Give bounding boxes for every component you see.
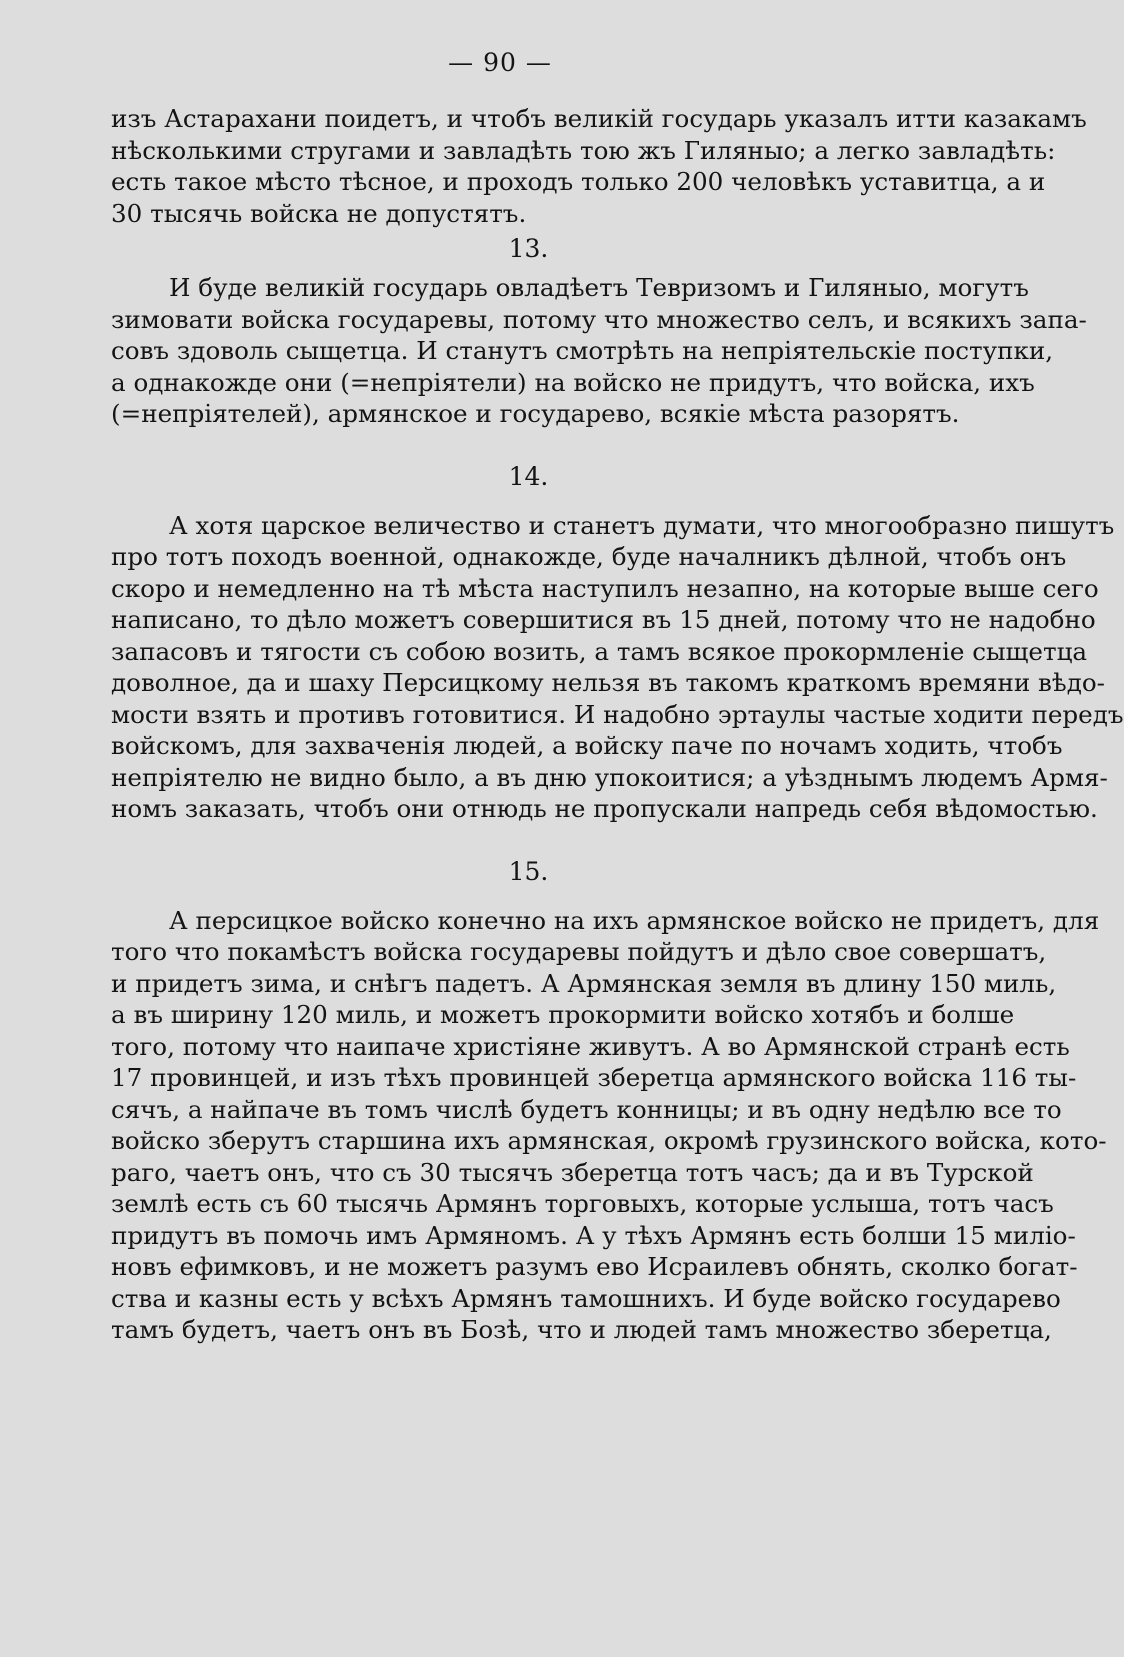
text-line: про тотъ походъ военной, однакожде, буде началникъ дѣлной, чтобъ онъ xyxy=(111,542,1067,571)
paragraph xyxy=(111,905,1107,1346)
text-line: землѣ есть съ 60 тысячь Армянъ торговыхъ, которые услыша, тотъ часъ xyxy=(111,1189,1054,1218)
text-line: войско зберутъ старшина ихъ армянская, окромѣ грузинского войска, кото- xyxy=(111,1126,1107,1155)
page-number: — 90 — xyxy=(448,48,552,77)
text-line: скоро и немедленно на тѣ мѣста наступилъ незапно, на которые выше сего xyxy=(111,573,1099,603)
text-line: тамъ будетъ, чаетъ онъ въ Бозѣ, что и людей тамъ множество зберетца, xyxy=(111,1315,1052,1344)
text-line: войскомъ, для захваченія людей, а войску паче по ночамъ ходить, чтобъ xyxy=(111,731,1063,760)
text-line: ства и казны есть у всѣхъ Армянъ тамошнихъ. И буде войско государево xyxy=(111,1283,1061,1313)
text-line: нѣсколькими стругами и завладѣть тою жъ Гиляныо; а легко завладѣть: xyxy=(111,135,1056,165)
paragraph xyxy=(111,103,1087,229)
text-line: запасовъ и тягости съ собою возить, а тамъ всякое прокормленіе сыщетца xyxy=(111,636,1088,666)
text-line: раго, чаетъ онъ, что съ 30 тысячъ зберетца тотъ часъ; да и въ Турской xyxy=(111,1157,1034,1187)
text-line: непріятелю не видно было, а въ дню упокоитися; а уѣзднымъ людемъ Армя- xyxy=(111,762,1108,792)
section-heading: 15. xyxy=(508,856,549,886)
text-line: сячъ, а найпаче въ томъ числѣ будетъ конницы; и въ одну недѣлю все то xyxy=(111,1094,1062,1124)
text-line: А хотя царское величество и станетъ думати, что многообразно пишутъ xyxy=(169,510,1115,540)
paragraph xyxy=(111,272,1087,430)
text-line: новъ ефимковъ, и не можетъ разумъ ево Исраилевъ обнять, сколко богат- xyxy=(111,1252,1078,1281)
text-line: 30 тысячь войска не допустятъ. xyxy=(111,198,527,228)
text-line: совъ здоволь сыщетца. И станутъ смотрѣть на непріятельскіе поступки, xyxy=(111,336,1054,365)
text-line: придутъ въ помочь имъ Армяномъ. А у тѣхъ Армянъ есть болши 15 миліо- xyxy=(111,1220,1076,1250)
section-heading: 14. xyxy=(508,461,549,491)
text-line: того что покамѣстъ войска государевы пойдутъ и дѣло свое совершатъ, xyxy=(111,937,1047,966)
paragraph xyxy=(111,510,1124,825)
text-line: доволное, да и шаху Персицкому нельзя въ такомъ краткомъ времяни вѣдо- xyxy=(111,668,1105,697)
text-line: того, потому что наипаче христіяне живутъ. А во Армянской странѣ есть xyxy=(111,1031,1070,1061)
document-body xyxy=(111,103,1124,1346)
text-line: А персицкое войско конечно на ихъ армянское войско не придетъ, для xyxy=(169,905,1100,935)
text-line: 17 провинцей, и изъ тѣхъ провинцей зберетца армянского войска 116 ты- xyxy=(111,1063,1077,1092)
text-line: и придетъ зима, и снѣгъ падетъ. А Армянская земля въ длину 150 миль, xyxy=(111,968,1057,998)
text-line: зимовати войска государевы, потому что множество селъ, и всякихъ запа- xyxy=(111,304,1087,334)
section-heading: 13. xyxy=(508,234,549,263)
text-line: номъ заказать, чтобъ они отнюдь не пропускали напредь себя вѣдомостью. xyxy=(111,794,1098,823)
text-line: И буде великій государь овладѣетъ Тевризомъ и Гиляныо, могутъ xyxy=(169,273,1029,302)
text-line: изъ Астарахани поидетъ, и чтобъ великій государь указалъ итти казакамъ xyxy=(111,104,1087,133)
text-line: мости взять и противъ готовитися. И надобно эртаулы частые ходити передъ xyxy=(111,699,1124,729)
text-line: а въ ширину 120 миль, и можетъ прокормити войско хотябъ и болше xyxy=(111,1000,1015,1029)
text-line: есть такое мѣсто тѣсное, и проходъ только 200 человѣкъ уставитца, а и xyxy=(111,167,1046,196)
text-line: а однакожде они (=непріятели) на войско не придутъ, что войска, ихъ xyxy=(111,367,1035,397)
text-line: написано, то дѣло можетъ совершитися въ 15 дней, потому что не надобно xyxy=(111,605,1096,634)
text-line: (=непріятелей), армянское и государево, всякіе мѣста разорятъ. xyxy=(111,399,960,428)
